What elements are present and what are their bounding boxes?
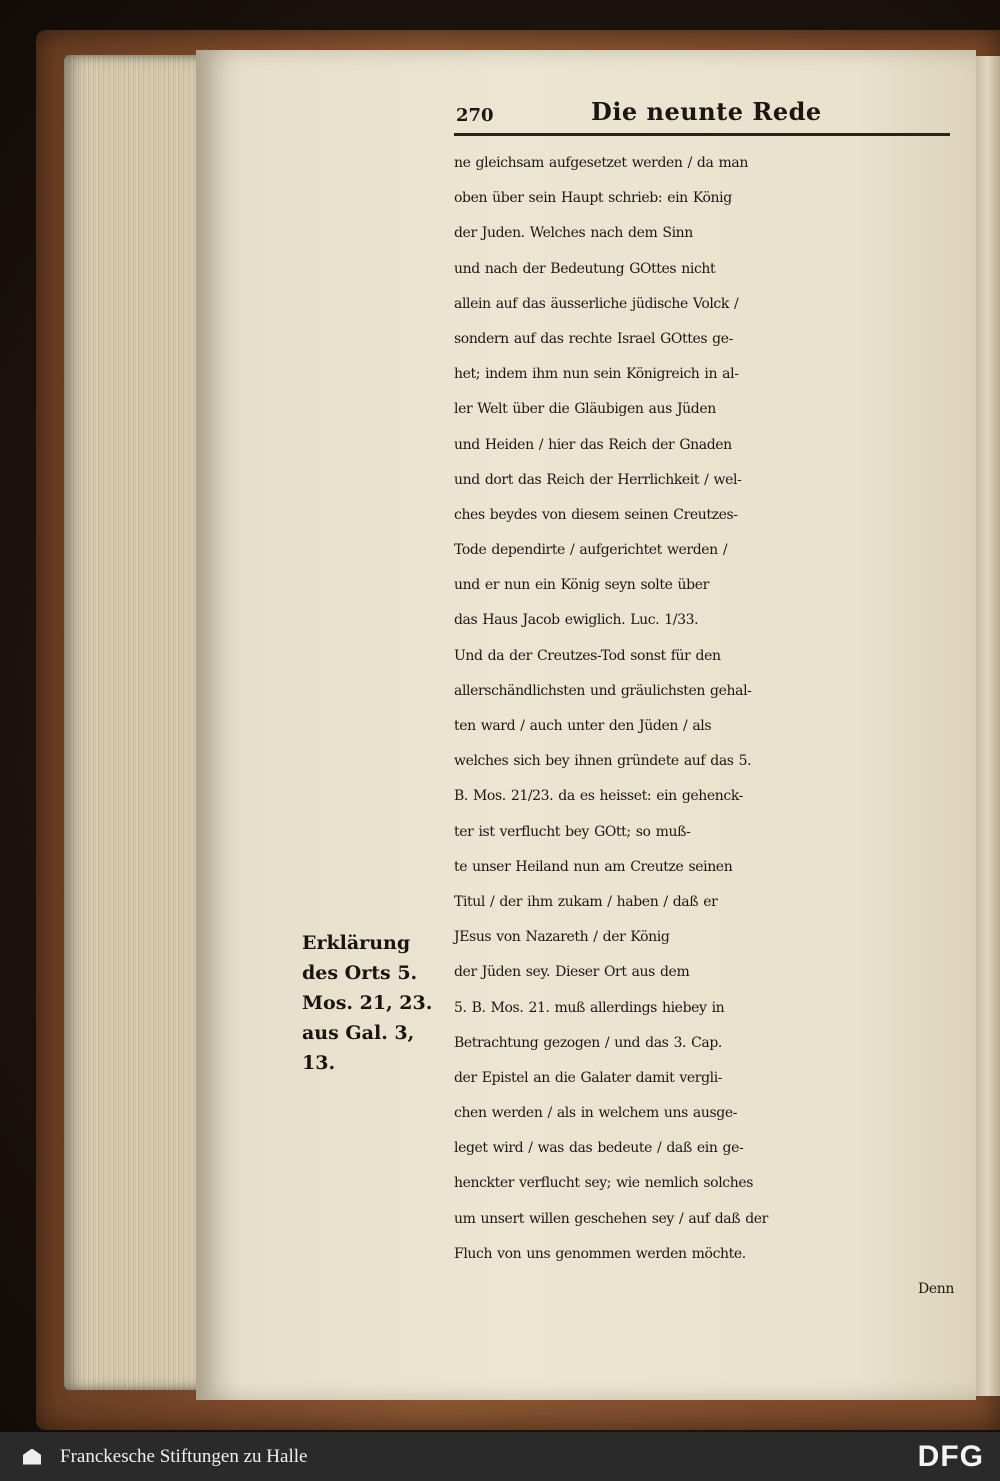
text-line: ler Welt über die Gläubigen aus Jüden: [454, 401, 716, 418]
header-rule: [454, 133, 950, 136]
text-line: allerschändlichsten und gräulichsten gehal-: [454, 682, 752, 699]
text-line: het; indem ihm nun sein Königreich in al-: [454, 366, 739, 383]
text-line: Und da der Creutzes-Tod sonst für den: [454, 647, 721, 664]
text-line: 5. B. Mos. 21. muß allerdings hiebey in: [454, 999, 725, 1016]
text-line: chen werden / als in welchem uns ausge-: [454, 1105, 738, 1122]
text-line: Denn: [918, 1281, 954, 1297]
text-line: Fluch von uns genommen werden möchte.: [454, 1245, 746, 1262]
text-line: oben über sein Haupt schrieb: ein König: [454, 190, 732, 207]
institution-name[interactable]: Franckesche Stiftungen zu Halle: [60, 1445, 308, 1467]
text-line: leget wird / was das bedeute / daß ein ge-: [454, 1140, 744, 1157]
text-line: te unser Heiland nun am Creutze seinen: [454, 858, 733, 875]
text-line: JEsus von Nazareth / der König: [454, 929, 670, 946]
institution-logo: [14, 1437, 50, 1477]
text-line: welches sich bey ihnen gründete auf das 5.: [454, 753, 752, 770]
page-right-edge: [976, 56, 1000, 1396]
text-line: das Haus Jacob ewiglich. Luc. 1/33.: [454, 612, 699, 629]
margin-note: [302, 928, 452, 1078]
text-line: henckter verflucht sey; wie nemlich solches: [454, 1175, 753, 1192]
page-number: 270: [456, 105, 494, 126]
text-line: Tode dependirte / aufgerichtet werden /: [454, 542, 728, 559]
dfg-logo[interactable]: DFG: [917, 1439, 984, 1473]
margin-note-line: des Orts 5.: [302, 962, 418, 984]
text-line: ter ist verflucht bey GOtt; so muß-: [454, 823, 691, 840]
page-block-edges: [64, 55, 214, 1390]
text-line: der Epistel an die Galater damit vergli-: [454, 1069, 723, 1086]
text-line: der Jüden sey. Dieser Ort aus dem: [454, 964, 690, 981]
house-icon: [23, 1449, 41, 1465]
text-line: und nach der Bedeutung GOttes nicht: [454, 260, 716, 277]
running-head: [456, 92, 950, 126]
text-line: ten ward / auch unter den Jüden / als: [454, 718, 712, 734]
text-line: B. Mos. 21/23. da es heisset: ein gehenck-: [454, 788, 743, 805]
text-line: um unsert willen geschehen sey / auf daß der: [454, 1210, 768, 1227]
text-line: und er nun ein König seyn solte über: [454, 577, 709, 594]
running-title: Die neunte Rede: [591, 97, 822, 126]
text-line: ches beydes von diesem seinen Creutzes-: [454, 506, 738, 523]
text-line: Titul / der ihm zukam / haben / daß er: [454, 893, 718, 910]
main-text: [454, 146, 954, 1307]
text-line: Betrachtung gezogen / und das 3. Cap.: [454, 1034, 722, 1051]
text-line: allein auf das äusserliche jüdische Volck /: [454, 295, 739, 312]
margin-note-line: aus Gal. 3, 13.: [302, 1022, 415, 1074]
text-line: und dort das Reich der Herrlichkeit / wel-: [454, 471, 742, 488]
text-line: sondern auf das rechte Israel GOttes ge-: [454, 330, 733, 347]
text-line: der Juden. Welches nach dem Sinn: [454, 225, 693, 242]
margin-note-line: Erklärung: [302, 932, 411, 954]
text-line: ne gleichsam aufgesetzet werden / da man: [454, 155, 748, 171]
margin-note-line: Mos. 21, 23.: [302, 992, 433, 1014]
viewer-footer: [0, 1432, 1000, 1481]
text-line: und Heiden / hier das Reich der Gnaden: [454, 436, 732, 453]
